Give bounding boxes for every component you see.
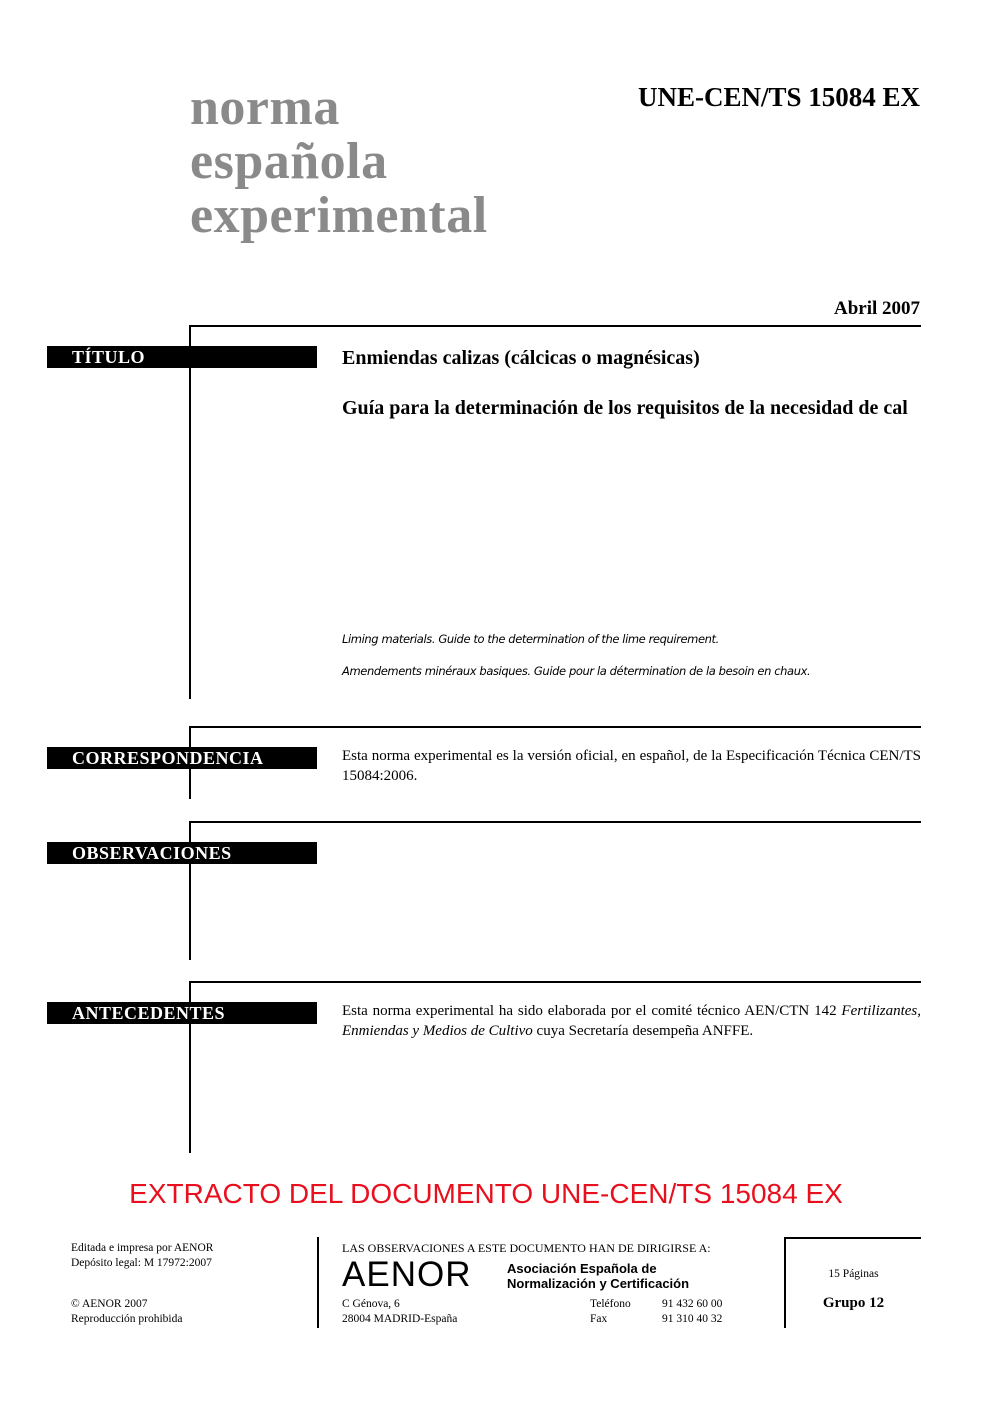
section-label-observaciones xyxy=(47,842,317,864)
title-french: Amendements minéraux basiques. Guide pour la détermination de la besoin en chaux. xyxy=(342,664,811,678)
price-group: Grupo 12 xyxy=(822,1295,885,1311)
page-count: 15 Páginas xyxy=(828,1268,879,1280)
vertical-rule-titulo xyxy=(189,325,191,699)
correspondencia-text: Esta norma experimental es la versión oficial, en español, de la Especificación Técnica CEN/TS 15084:2006. xyxy=(342,748,921,784)
footer-address-street: C Génova, 6 xyxy=(342,1298,400,1310)
aenor-subtitle-line-2: Normalización y Certificación xyxy=(507,1276,690,1291)
footer-fax-value: 91 310 40 32 xyxy=(662,1313,723,1325)
footer-publisher: Editada e impresa por AENOR xyxy=(71,1242,214,1254)
footer-divider-left xyxy=(317,1237,319,1328)
divider-observaciones xyxy=(189,821,921,823)
divider-antecedentes xyxy=(189,981,921,983)
aenor-logo-subtitle xyxy=(507,1261,689,1291)
section-label-text: TÍTULO xyxy=(72,347,146,367)
aenor-logo: AENOR xyxy=(342,1255,472,1294)
footer-fax-label: Fax xyxy=(590,1313,608,1325)
extract-notice: EXTRACTO DEL DOCUMENTO UNE-CEN/TS 15084 EX xyxy=(129,1178,843,1209)
footer-legal-deposit: Depósito legal: M 17972:2007 xyxy=(71,1257,212,1269)
footer-copyright: © AENOR 2007 xyxy=(71,1298,148,1310)
section-label-correspondencia xyxy=(47,747,317,769)
divider-titulo xyxy=(189,325,921,327)
footer-contact-heading: LAS OBSERVACIONES A ESTE DOCUMENTO HAN DE DIRIGIRSE A: xyxy=(342,1241,711,1255)
footer-address-city: 28004 MADRID-España xyxy=(342,1313,458,1325)
section-label-titulo xyxy=(47,346,317,368)
section-label-text: ANTECEDENTES xyxy=(72,1003,226,1023)
title-english: Liming materials. Guide to the determination of the lime requirement. xyxy=(342,632,719,646)
footer-phone-label: Teléfono xyxy=(590,1298,631,1310)
antecedentes-text-start: Esta norma experimental ha sido elaborada por el comité técnico AEN/CTN 142 xyxy=(342,1003,842,1019)
divider-correspondencia xyxy=(189,726,921,728)
doc-type-line-3: experimental xyxy=(190,187,488,244)
antecedentes-text xyxy=(342,1001,921,1041)
footer-phone-value: 91 432 60 00 xyxy=(662,1298,723,1310)
section-label-antecedentes xyxy=(47,1002,317,1024)
standard-code: UNE-CEN/TS 15084 EX xyxy=(637,82,920,112)
publication-date: Abril 2007 xyxy=(833,298,920,319)
section-label-text: CORRESPONDENCIA xyxy=(72,748,264,768)
footer-divider-right xyxy=(784,1237,786,1328)
section-label-text: OBSERVACIONES xyxy=(72,843,232,863)
footer-reproduction: Reproducción prohibida xyxy=(71,1313,183,1325)
title-main: Enmiendas calizas (cálcicas o magnésicas) xyxy=(342,347,700,369)
aenor-subtitle-line-1: Asociación Española de xyxy=(507,1261,657,1276)
title-subtitle: Guía para la determinación de los requisitos de la necesidad de cal xyxy=(342,397,908,419)
antecedentes-text-end: cuya Secretaría desempeña ANFFE. xyxy=(532,1023,754,1039)
doc-type-line-2: española xyxy=(190,133,388,190)
committee-name: Fertilizantes, Enmiendas y Medios de Cultivo xyxy=(342,1003,921,1039)
footer-box-top-rule xyxy=(784,1237,921,1239)
doc-type-line-1: norma xyxy=(190,79,340,136)
